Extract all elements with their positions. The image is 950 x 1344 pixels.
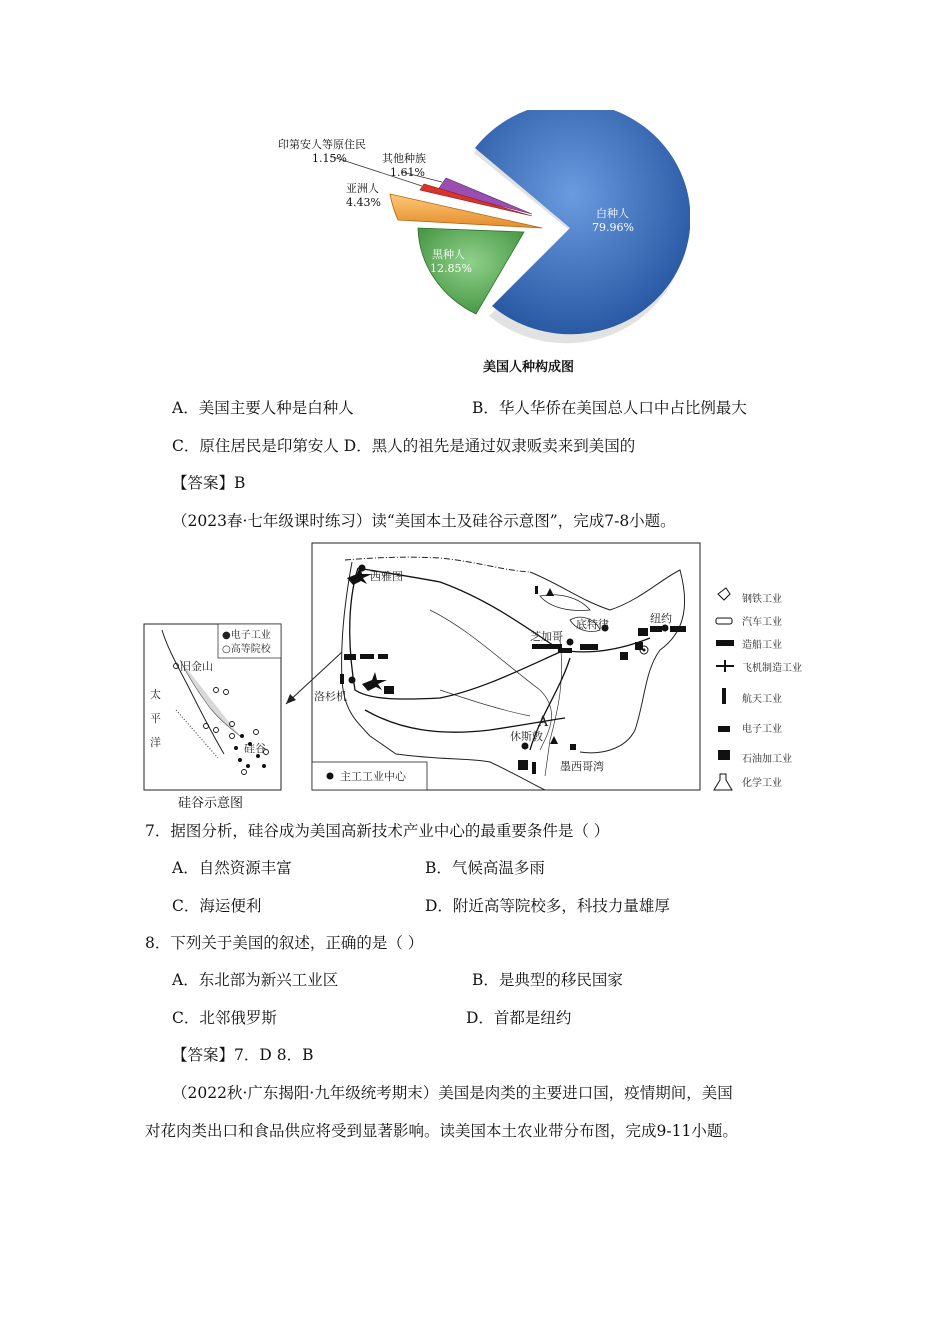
q8-stem: 8．下列关于美国的叙述，正确的是（ ）	[145, 934, 424, 952]
intro-q9-11-line1: （2022秋·广东揭阳·九年级统考期末）美国是肉类的主要进口国，疫情期间，美国	[172, 1084, 733, 1102]
label-native-value: 1.15%	[312, 152, 347, 165]
legend-ship: 造船工业	[742, 640, 782, 651]
legend-aerospace: 航天工业	[742, 694, 782, 705]
label-asian-name: 亚洲人	[346, 182, 379, 195]
label-other-name: 其他种族	[382, 152, 426, 165]
q7-option-b: B．气候高温多雨	[425, 859, 545, 877]
usa-map-figure	[140, 540, 820, 812]
q7-option-a: A．自然资源丰富	[172, 859, 292, 877]
q8-option-a: A．东北部为新兴工业区	[172, 971, 339, 989]
legend-main-center: 主工工业中心	[340, 770, 406, 783]
city-houston: 休斯敦	[510, 730, 543, 743]
intro-q9-11-line2: 对花肉类出口和食品供应将受到显著影响。读美国本土农业带分布图，完成9-11小题。	[145, 1122, 738, 1140]
industry-legend	[714, 588, 802, 790]
inset-caption: 硅谷示意图	[178, 796, 244, 811]
pie-chart-title: 美国人种构成图	[483, 360, 575, 375]
city-newyork: 纽约	[650, 612, 672, 625]
legend-chemical: 化学工业	[742, 778, 782, 789]
q6-answer: 【答案】B	[172, 474, 246, 492]
legend-aircraft: 飞机制造工业	[742, 663, 802, 674]
city-chicago: 芝加哥	[530, 630, 563, 643]
legend-petroleum: 石油加工业	[742, 754, 792, 765]
q8-option-b: B．是典型的移民国家	[472, 971, 623, 989]
label-native-name: 印第安人等原住民	[278, 138, 366, 151]
label-black-value: 12.85%	[430, 262, 472, 275]
legend-electronic: 电子工业	[742, 724, 782, 735]
label-white-value: 79.96%	[592, 221, 634, 234]
q7-option-d: D．附近高等院校多，科技力量雄厚	[425, 897, 670, 915]
inset-ocean-2: 平	[150, 712, 161, 725]
inset-legend-electronic: ●电子工业	[222, 630, 271, 641]
label-white-name: 白种人	[596, 207, 629, 220]
pie-chart	[270, 110, 690, 370]
q6-option-cd: C．原住居民是印第安人 D．黑人的祖先是通过奴隶贩卖来到美国的	[172, 437, 636, 455]
label-a: A	[538, 714, 549, 730]
pie-chart-figure	[270, 110, 690, 370]
inset-legend-univ: ○高等院校	[222, 644, 271, 655]
usa-map	[140, 540, 820, 812]
city-detroit: 底特律	[576, 618, 609, 631]
label-other-value: 1.61%	[390, 166, 425, 179]
legend-steel: 钢铁工业	[742, 594, 782, 605]
q8-option-d: D．首都是纽约	[466, 1009, 572, 1027]
inset-ocean-1: 太	[150, 688, 161, 701]
label-asian-value: 4.43%	[346, 196, 381, 209]
legend-auto: 汽车工业	[742, 617, 782, 628]
city-seattle: 西雅图	[370, 570, 403, 583]
city-la: 洛杉机	[314, 690, 347, 703]
label-black-name: 黑种人	[432, 248, 465, 261]
answer-q7-8: 【答案】7．D 8．B	[172, 1046, 314, 1064]
inset-sv: 硅谷	[244, 742, 266, 755]
q7-option-c: C．海运便利	[172, 897, 262, 915]
q6-option-b: B．华人华侨在美国总人口中占比例最大	[472, 399, 747, 417]
q7-stem: 7．据图分析，硅谷成为美国高新技术产业中心的最重要条件是（ ）	[145, 822, 610, 840]
inset-sf: 旧金山	[180, 660, 213, 673]
intro-q7-8: （2023春·七年级课时练习）读“美国本土及硅谷示意图”，完成7-8小题。	[172, 512, 676, 530]
label-gulf: 墨西哥湾	[560, 760, 604, 773]
q8-option-c: C．北邻俄罗斯	[172, 1009, 277, 1027]
inset-ocean-3: 洋	[150, 736, 161, 749]
q6-option-a: A．美国主要人种是白种人	[172, 399, 354, 417]
